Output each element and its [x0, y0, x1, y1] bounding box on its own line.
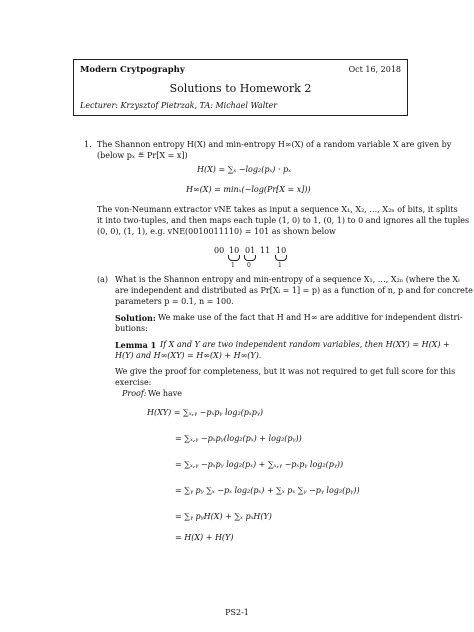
- solution-line-2: butions:: [115, 324, 148, 333]
- solution-label: Solution:: [115, 313, 156, 323]
- part-a-label: (a): [97, 275, 109, 284]
- header-date: Oct 16, 2018: [348, 65, 401, 74]
- part-a-question-line-1: What is the Shannon entropy and min-entropy of a sequence X₁, …, X₂ₙ (where the Xᵢ: [115, 275, 460, 284]
- page-footer: PS2-1: [225, 608, 249, 617]
- part-a-question-line-3: parameters p = 0.1, n = 100.: [115, 297, 234, 306]
- header-box: [73, 59, 408, 116]
- proof-note-line-2: exercise:: [115, 378, 152, 387]
- vne-line-3: (0, 0), (1, 1), e.g. vNE(0010011110) = 101 as shown below: [97, 227, 336, 236]
- proof-line-6: = H(X) + H(Y): [175, 533, 234, 542]
- tuple-output-1: 1: [231, 262, 235, 269]
- proof-line-5: = ∑ᵧ pᵧH(X) + ∑ₓ pₓH(Y): [175, 512, 272, 521]
- tuple-3: 11: [260, 246, 271, 255]
- lemma-line-1: If X and Y are two independent random variables, then H(XY) = H(X) +: [160, 340, 450, 349]
- document-title: Solutions to Homework 2: [169, 82, 312, 95]
- proof-note-line-1: We give the proof for completeness, but it was not required to get full score for this: [115, 367, 456, 376]
- proof-line-4: = ∑ᵧ pᵧ ∑ₓ −pₓ log₂(pₓ) + ∑ₓ pₓ ∑ᵧ −pᵧ log₂(pᵧ)): [175, 486, 360, 495]
- part-a-question-line-2: are independent and distributed as Pr[Xᵢ = 1] = p) as a function of n, p and for concrete: [115, 286, 473, 295]
- lemma-label: Lemma 1: [115, 340, 157, 350]
- lecturer-line: Lecturer: Krzysztof Pietrzak, TA: Michael Walter: [80, 101, 278, 110]
- tuple-0: 00: [214, 246, 225, 255]
- problem-number: 1.: [84, 140, 92, 149]
- proof-label: Proof:: [122, 389, 147, 398]
- min-entropy-equation: H∞(X) = minₓ(−log(Pr[X = x])): [186, 185, 311, 194]
- vne-line-2: it into two-tuples, and then maps each tuple (1, 0) to 1, (0, 1) to 0 and ignores all the tuples: [97, 216, 470, 225]
- tuple-1: 10: [229, 246, 240, 255]
- lemma-line-2: H(Y) and H∞(XY) = H∞(X) + H∞(Y).: [115, 351, 262, 360]
- tuple-output-3: 1: [278, 262, 282, 269]
- shannon-entropy-equation: H(X) = ∑ₓ −log₂(pₓ) · pₓ: [197, 165, 291, 174]
- proof-line-2: = ∑ₓ,ᵧ −pₓpᵧ(log₂(pₓ) + log₂(pᵧ)): [175, 434, 302, 443]
- problem-intro-line-1: The Shannon entropy H(X) and min-entropy H∞(X) of a random variable X are given by: [97, 140, 452, 149]
- tuple-output-2: 0: [247, 262, 251, 269]
- solution-line-1: We make use of the fact that H and H∞ are additive for independent distri-: [158, 313, 463, 322]
- tuple-4: 10: [276, 246, 287, 255]
- course-name: Modern Crytpography: [80, 65, 185, 75]
- proof-line-3: = ∑ₓ,ᵧ −pₓpᵧ log₂(pₓ) + ∑ₓ,ᵧ −pₓpᵧ log₂(pᵧ)): [175, 460, 344, 469]
- problem-intro-line-2: (below pₓ ≝ Pr[X = x]): [97, 151, 188, 160]
- vne-line-1: The von-Neumann extractor vNE takes as input a sequence X₁, X₂, …, X₂ₙ of bits, it splits: [97, 205, 458, 214]
- proof-have: We have: [148, 389, 183, 398]
- tuple-2: 01: [245, 246, 256, 255]
- proof-line-1: H(XY) = ∑ₓ,ᵧ −pₓpᵧ log₂(pₓpᵧ): [147, 408, 264, 417]
